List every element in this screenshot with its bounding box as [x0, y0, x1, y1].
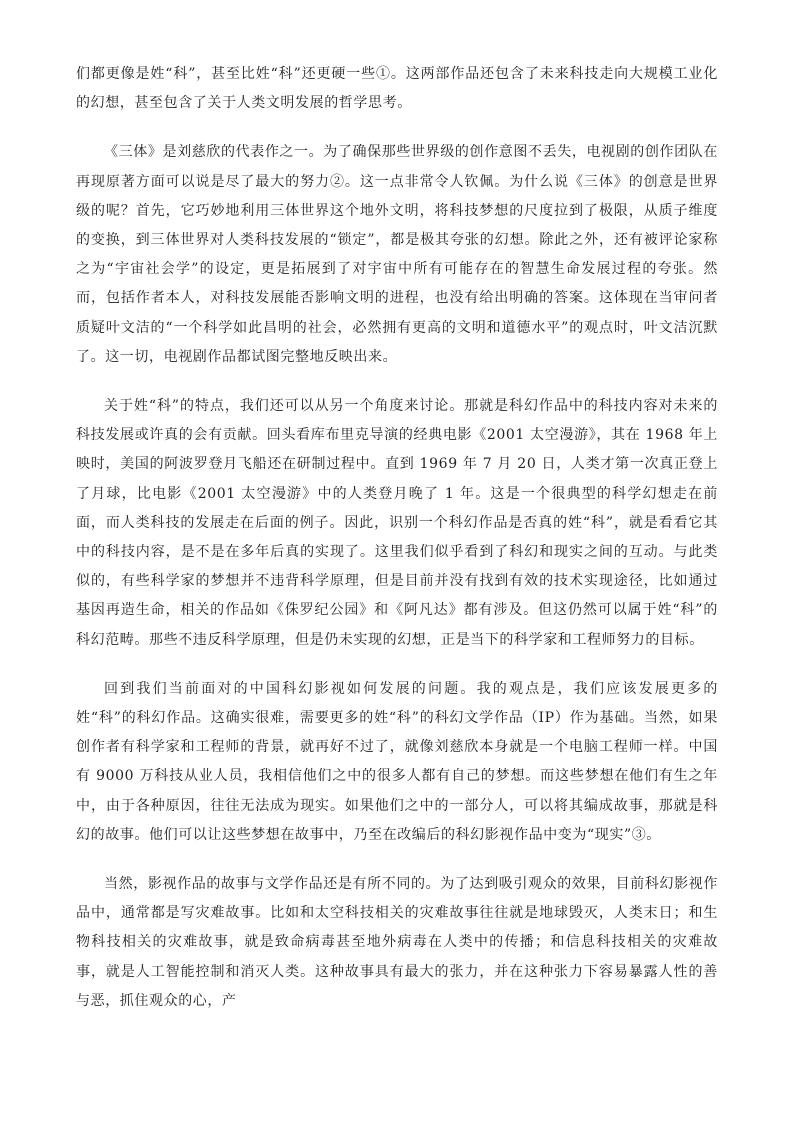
paragraph-4: 回到我们当前面对的中国科幻影视如何发展的问题。我的观点是，我们应该发展更多的姓“科”的科幻作品。这确实很难，需要更多的姓“科”的科幻文学作品（IP）作为基础。当然，如果创作者有科学家和工程师的背景，就再好不过了，就像刘慈欣本身就是一个电脑工程师一样。中国有 9000 万科技从业人员，我相信他们之中的很多人都有自己的梦想。而这些梦想在他们有生之年中，由于各种原因，往往无法成为现实。如果他们之中的一部分人，可以将其编成故事，那就是科幻的故事。他们可以让这些梦想在故事中，乃至在改编后的科幻影视作品中变为“现实”③。: [76, 680, 718, 843]
paragraph-5: 当然，影视作品的故事与文学作品还是有所不同的。为了达到吸引观众的效果，目前科幻影视作品中，通常都是写灾难故事。比如和太空科技相关的灾难故事往往就是地球毁灭，人类末日；和生物科技相关的灾难故事，就是致命病毒甚至地外病毒在人类中的传播；和信息科技相关的灾难故事，就是人工智能控制和消灭人类。这种故事具有最大的张力，并在这种张力下容易暴露人性的善与恶，抓住观众的心，产: [76, 876, 718, 1009]
paragraph-3: 关于姓“科”的特点，我们还可以从另一个角度来讨论。那就是科幻作品中的科技内容对未来的科技发展或许真的会有贡献。回头看库布里克导演的经典电影《2001 太空漫游》，其在 1968 年上映时，美国的阿波罗登月飞船还在研制过程中。直到 1969 年 7 月 20 日，人类才第一次真正登上了月球，比电影《2001 太空漫游》中的人类登月晚了 1 年。这是一个很典型的科学幻想走在前面，而人类科技的发展走在后面的例子。因此，识别一个科幻作品是否真的姓“科”，就是看看它其中的科技内容，是不是在多年后真的实现了。这里我们似乎看到了科幻和现实之间的互动。与此类似的，有些科学家的梦想并不违背科学原理，但是目前并没有找到有效的技术实现途径，比如通过基因再造生命，相关的作品如《侏罗纪公园》和《阿凡达》都有涉及。但这仍然可以属于姓“科”的科幻范畴。那些不违反科学原理，但是仍未实现的幻想，正是当下的科学家和工程师努力的目标。: [76, 398, 718, 648]
article-body: [76, 60, 718, 1036]
paragraph-1: 们都更像是姓“科”，甚至比姓“科”还更硬一些①。这两部作品还包含了未来科技走向大规模工业化的幻想，甚至包含了关于人类文明发展的哲学思考。: [76, 66, 718, 112]
paragraph-2: 《三体》是刘慈欣的代表作之一。为了确保那些世界级的创作意图不丢失，电视剧的创作团队在再现原著方面可以说是尽了最大的努力②。这一点非常令人钦佩。为什么说《三体》的创意是世界级的呢？首先，它巧妙地利用三体世界这个地外文明，将科技梦想的尺度拉到了极限，从质子维度的变换，到三体世界对人类科技发展的“锁定”，都是极其夸张的幻想。除此之外，还有被评论家称之为“宇宙社会学”的设定，更是拓展到了对宇宙中所有可能存在的智慧生命发展过程的夸张。然而，包括作者本人，对科技发展能否影响文明的进程，也没有给出明确的答案。这体现在当审问者质疑叶文洁的“一个科学如此昌明的社会，必然拥有更高的文明和道德水平”的观点时，叶文洁沉默了。这一切，电视剧作品都试图完整地反映出来。: [76, 144, 718, 365]
